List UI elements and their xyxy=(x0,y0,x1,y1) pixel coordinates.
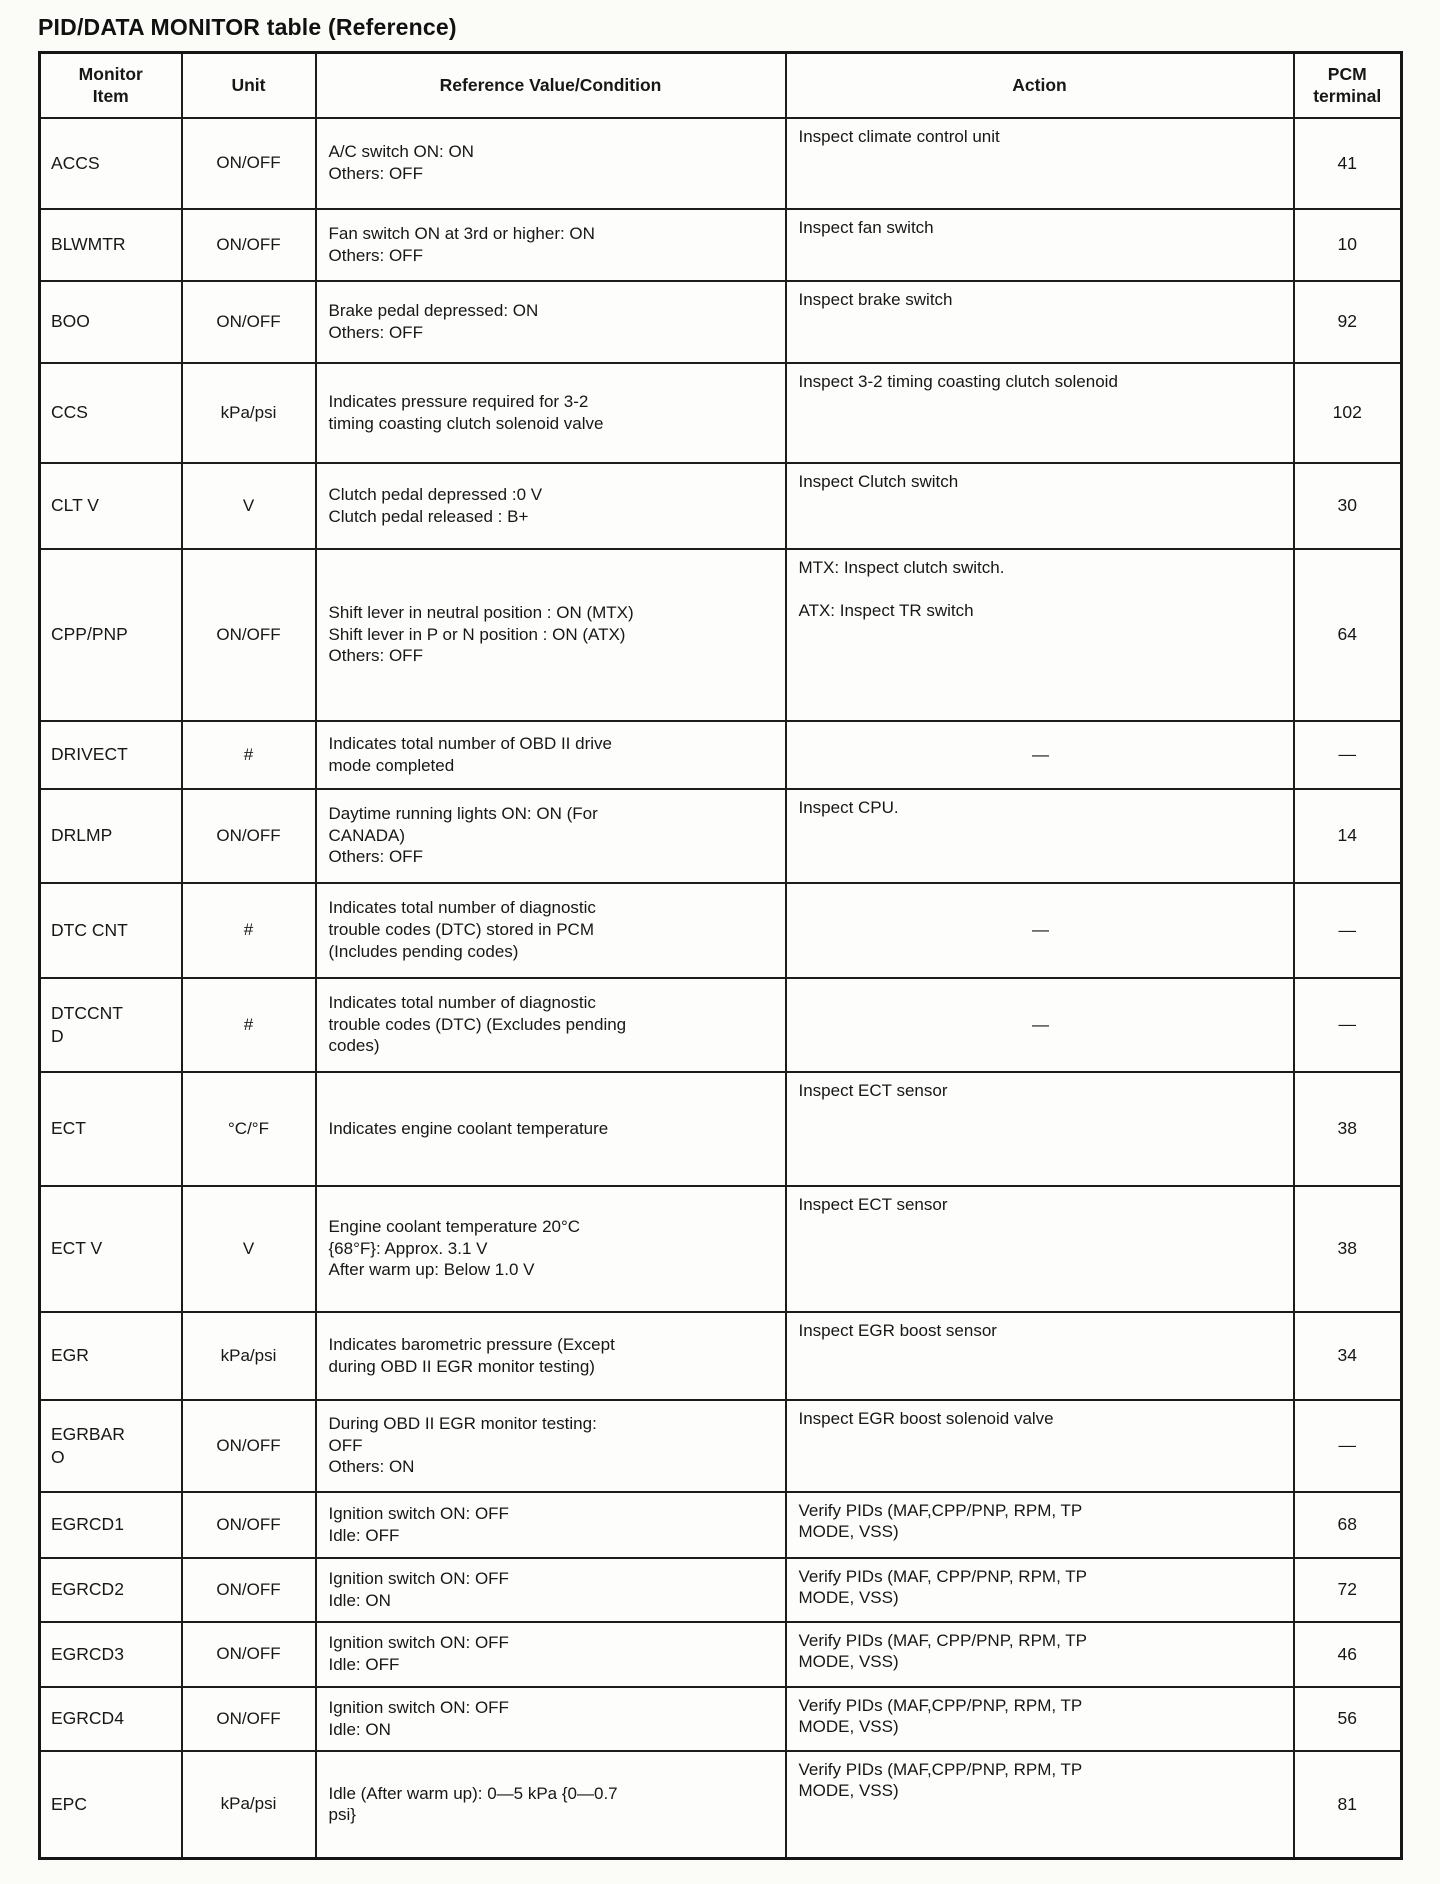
pcm-terminal-cell: 72 xyxy=(1294,1558,1402,1622)
pcm-terminal-cell: 56 xyxy=(1294,1687,1402,1751)
pcm-terminal-cell: — xyxy=(1294,978,1402,1072)
monitor-item-cell: EGRCD2 xyxy=(40,1558,182,1622)
reference-cell: Engine coolant temperature 20°C {68°F}: Approx. 3.1 V After warm up: Below 1.0 V xyxy=(316,1186,786,1312)
table-row xyxy=(40,363,1402,463)
unit-cell: # xyxy=(182,883,316,978)
action-cell: Inspect Clutch switch xyxy=(786,463,1294,549)
reference-cell: Daytime running lights ON: ON (For CANADA) Others: OFF xyxy=(316,789,786,883)
table-body xyxy=(40,118,1402,1859)
table-row xyxy=(40,789,1402,883)
reference-cell: Ignition switch ON: OFF Idle: OFF xyxy=(316,1622,786,1687)
unit-cell: V xyxy=(182,1186,316,1312)
reference-cell: Clutch pedal depressed :0 V Clutch pedal released : B+ xyxy=(316,463,786,549)
reference-cell: Brake pedal depressed: ON Others: OFF xyxy=(316,281,786,363)
table-row xyxy=(40,281,1402,363)
unit-cell: ON/OFF xyxy=(182,1687,316,1751)
pcm-terminal-cell: 30 xyxy=(1294,463,1402,549)
pcm-terminal-cell: — xyxy=(1294,721,1402,789)
action-cell: Inspect CPU. xyxy=(786,789,1294,883)
action-cell: Inspect ECT sensor xyxy=(786,1072,1294,1186)
unit-cell: kPa/psi xyxy=(182,363,316,463)
unit-cell: ON/OFF xyxy=(182,281,316,363)
action-cell: Inspect climate control unit xyxy=(786,118,1294,209)
column-header-pcm-terminal: PCM terminal xyxy=(1294,53,1402,118)
table-row xyxy=(40,463,1402,549)
reference-cell: Indicates total number of diagnostic trouble codes (DTC) (Excludes pending codes) xyxy=(316,978,786,1072)
unit-cell: ON/OFF xyxy=(182,1400,316,1492)
unit-cell: # xyxy=(182,978,316,1072)
pid-data-monitor-table xyxy=(38,51,1403,1860)
unit-cell: ON/OFF xyxy=(182,789,316,883)
table-row xyxy=(40,1400,1402,1492)
action-cell: Verify PIDs (MAF, CPP/PNP, RPM, TP MODE, VSS) xyxy=(786,1622,1294,1687)
monitor-item-cell: CLT V xyxy=(40,463,182,549)
pcm-terminal-cell: 38 xyxy=(1294,1072,1402,1186)
pcm-terminal-cell: — xyxy=(1294,883,1402,978)
unit-cell: kPa/psi xyxy=(182,1751,316,1859)
action-cell: Inspect ECT sensor xyxy=(786,1186,1294,1312)
monitor-item-cell: EPC xyxy=(40,1751,182,1859)
reference-cell: Fan switch ON at 3rd or higher: ON Others: OFF xyxy=(316,209,786,281)
table-row xyxy=(40,1687,1402,1751)
unit-cell: ON/OFF xyxy=(182,1622,316,1687)
pcm-terminal-cell: 68 xyxy=(1294,1492,1402,1558)
action-cell: Inspect EGR boost solenoid valve xyxy=(786,1400,1294,1492)
table-row xyxy=(40,978,1402,1072)
pcm-terminal-cell: 41 xyxy=(1294,118,1402,209)
reference-cell: During OBD II EGR monitor testing: OFF Others: ON xyxy=(316,1400,786,1492)
table-row xyxy=(40,209,1402,281)
action-cell: MTX: Inspect clutch switch. ATX: Inspect TR switch xyxy=(786,549,1294,721)
monitor-item-cell: DRLMP xyxy=(40,789,182,883)
action-cell: Verify PIDs (MAF,CPP/PNP, RPM, TP MODE, VSS) xyxy=(786,1687,1294,1751)
unit-cell: °C/°F xyxy=(182,1072,316,1186)
monitor-item-cell: EGR xyxy=(40,1312,182,1400)
action-cell: Inspect fan switch xyxy=(786,209,1294,281)
action-cell: Inspect 3-2 timing coasting clutch solenoid xyxy=(786,363,1294,463)
table-row xyxy=(40,1751,1402,1859)
table-row xyxy=(40,883,1402,978)
monitor-item-cell: ECT xyxy=(40,1072,182,1186)
reference-cell: Ignition switch ON: OFF Idle: ON xyxy=(316,1687,786,1751)
unit-cell: ON/OFF xyxy=(182,1492,316,1558)
pcm-terminal-cell: 38 xyxy=(1294,1186,1402,1312)
action-cell: — xyxy=(786,721,1294,789)
table-row xyxy=(40,1312,1402,1400)
monitor-item-cell: CCS xyxy=(40,363,182,463)
monitor-item-cell: EGRCD4 xyxy=(40,1687,182,1751)
monitor-item-cell: CPP/PNP xyxy=(40,549,182,721)
header-row xyxy=(40,53,1402,118)
reference-cell: Indicates engine coolant temperature xyxy=(316,1072,786,1186)
monitor-item-cell: EGRCD1 xyxy=(40,1492,182,1558)
action-cell: Verify PIDs (MAF, CPP/PNP, RPM, TP MODE, VSS) xyxy=(786,1558,1294,1622)
pcm-terminal-cell: 81 xyxy=(1294,1751,1402,1859)
pcm-terminal-cell: 102 xyxy=(1294,363,1402,463)
table-row xyxy=(40,549,1402,721)
monitor-item-cell: DRIVECT xyxy=(40,721,182,789)
unit-cell: ON/OFF xyxy=(182,1558,316,1622)
pcm-terminal-cell: 10 xyxy=(1294,209,1402,281)
unit-cell: ON/OFF xyxy=(182,549,316,721)
column-header-monitor-item: Monitor Item xyxy=(40,53,182,118)
monitor-item-cell: DTC CNT xyxy=(40,883,182,978)
unit-cell: # xyxy=(182,721,316,789)
table-row xyxy=(40,1492,1402,1558)
monitor-item-cell: EGRBAR O xyxy=(40,1400,182,1492)
pcm-terminal-cell: 46 xyxy=(1294,1622,1402,1687)
monitor-item-cell: DTCCNT D xyxy=(40,978,182,1072)
column-header-action: Action xyxy=(786,53,1294,118)
monitor-item-cell: EGRCD3 xyxy=(40,1622,182,1687)
action-cell: Inspect brake switch xyxy=(786,281,1294,363)
unit-cell: kPa/psi xyxy=(182,1312,316,1400)
action-cell: — xyxy=(786,883,1294,978)
reference-cell: Indicates total number of OBD II drive mode completed xyxy=(316,721,786,789)
table-row xyxy=(40,1186,1402,1312)
page-title: PID/DATA MONITOR table (Reference) xyxy=(38,14,457,40)
reference-cell: A/C switch ON: ON Others: OFF xyxy=(316,118,786,209)
pcm-terminal-cell: 14 xyxy=(1294,789,1402,883)
reference-cell: Indicates barometric pressure (Except during OBD II EGR monitor testing) xyxy=(316,1312,786,1400)
unit-cell: ON/OFF xyxy=(182,209,316,281)
table-row xyxy=(40,721,1402,789)
action-cell: Verify PIDs (MAF,CPP/PNP, RPM, TP MODE, VSS) xyxy=(786,1492,1294,1558)
table-row xyxy=(40,1558,1402,1622)
column-header-reference-value: Reference Value/Condition xyxy=(316,53,786,118)
table-row xyxy=(40,1622,1402,1687)
reference-cell: Ignition switch ON: OFF Idle: OFF xyxy=(316,1492,786,1558)
monitor-item-cell: BLWMTR xyxy=(40,209,182,281)
reference-cell: Indicates total number of diagnostic trouble codes (DTC) stored in PCM (Includes pending codes) xyxy=(316,883,786,978)
pcm-terminal-cell: 92 xyxy=(1294,281,1402,363)
pcm-terminal-cell: 34 xyxy=(1294,1312,1402,1400)
reference-cell: Idle (After warm up): 0—5 kPa {0—0.7 psi} xyxy=(316,1751,786,1859)
monitor-item-cell: ECT V xyxy=(40,1186,182,1312)
action-cell: Inspect EGR boost sensor xyxy=(786,1312,1294,1400)
table-row xyxy=(40,1072,1402,1186)
reference-cell: Indicates pressure required for 3-2 timing coasting clutch solenoid valve xyxy=(316,363,786,463)
monitor-item-cell: BOO xyxy=(40,281,182,363)
pcm-terminal-cell: 64 xyxy=(1294,549,1402,721)
action-cell: — xyxy=(786,978,1294,1072)
table-row xyxy=(40,118,1402,209)
unit-cell: ON/OFF xyxy=(182,118,316,209)
pcm-terminal-cell: — xyxy=(1294,1400,1402,1492)
action-cell: Verify PIDs (MAF,CPP/PNP, RPM, TP MODE, VSS) xyxy=(786,1751,1294,1859)
unit-cell: V xyxy=(182,463,316,549)
monitor-item-cell: ACCS xyxy=(40,118,182,209)
column-header-unit: Unit xyxy=(182,53,316,118)
reference-cell: Shift lever in neutral position : ON (MTX) Shift lever in P or N position : ON (ATX) Others: OFF xyxy=(316,549,786,721)
reference-cell: Ignition switch ON: OFF Idle: ON xyxy=(316,1558,786,1622)
